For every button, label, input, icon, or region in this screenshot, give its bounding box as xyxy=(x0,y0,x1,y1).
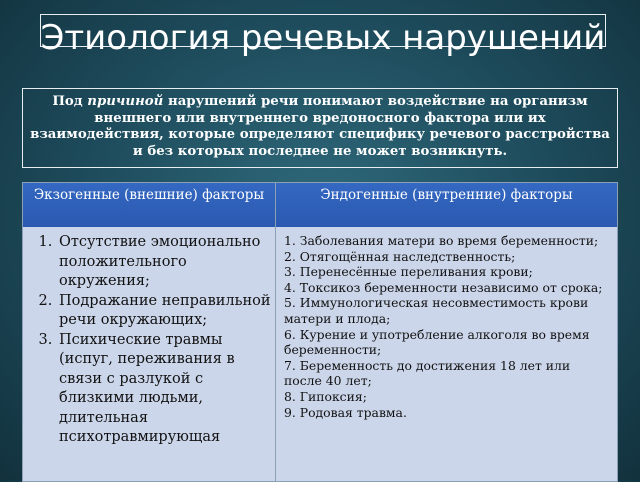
list-item: 6. Курение и употребление алкоголя во время беременности; xyxy=(284,326,590,358)
list-item: 7. Беременность до достижения 18 лет или после 40 лет; xyxy=(284,357,571,389)
endogenous-column xyxy=(275,183,617,481)
exogenous-list xyxy=(23,227,275,448)
definition-prefix: Под xyxy=(52,94,88,109)
list-item: 1. Заболевания матери во время беременности; xyxy=(284,233,599,248)
endogenous-body xyxy=(276,227,617,481)
exogenous-column xyxy=(23,183,275,481)
definition-emphasis: причиной xyxy=(87,94,164,109)
list-item: 1. Отсутствие эмоционально положительного окружения; xyxy=(57,233,271,292)
exogenous-body xyxy=(23,227,275,481)
definition-rest: нарушений речи понимают воздействие на организм внешнего или внутреннего вредоносного фактора или их взаимодействия, которые определяют специфику речевого расстройства и без которых последнее не может возникнуть. xyxy=(30,94,610,159)
exogenous-header: Экзогенные (внешние) факторы xyxy=(23,183,275,227)
definition-text xyxy=(28,94,612,160)
list-item: 2. Отягощённая наследственность; xyxy=(284,248,516,264)
list-item: 9. Родовая травма. xyxy=(284,404,407,420)
list-item: 2. Подражание неправильной речи окружающих; xyxy=(57,292,271,331)
list-item: 3. Перенесённые переливания крови; xyxy=(284,264,533,280)
list-item: 3. Психические травмы (испуг, переживания в связи с разлукой с близкими людьми, длительная психотравмирующая xyxy=(57,331,271,448)
list-item: 4. Токсикоз беременности независимо от срока; xyxy=(284,279,603,295)
list-item: 8. Гипоксия; xyxy=(284,388,367,404)
slide-title: Этиология речевых нарушений xyxy=(40,18,606,58)
endogenous-header: Эндогенные (внутренние) факторы xyxy=(276,183,617,227)
endogenous-list xyxy=(276,227,617,420)
factors-table xyxy=(22,182,618,482)
list-item: 5. Иммунологическая несовместимость крови матери и плода; xyxy=(284,295,589,326)
